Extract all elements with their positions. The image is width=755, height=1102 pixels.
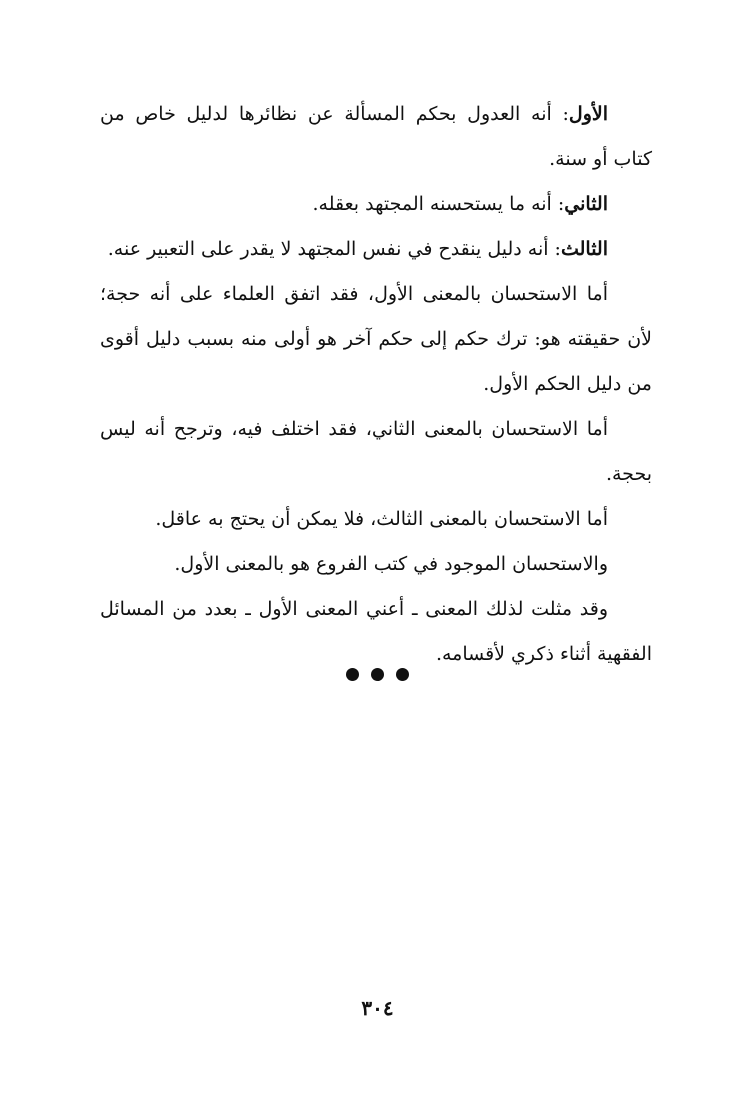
paragraph-text: أما الاستحسان بالمعنى الثاني، فقد اختلف فيه، وترجح أنه ليس بحجة.: [100, 418, 652, 485]
paragraph-third-meaning: [100, 227, 652, 272]
lead-term: الثاني: [564, 193, 608, 215]
paragraph-text: والاستحسان الموجود في كتب الفروع هو بالمعنى الأول.: [174, 553, 608, 575]
section-separator: [0, 666, 755, 685]
paragraph-text: : أنه ما يستحسنه المجتهد بعقله.: [312, 193, 565, 215]
paragraph-second-ruling: [100, 407, 652, 497]
lead-term: الأول: [568, 103, 608, 125]
separator-dot: [371, 668, 384, 681]
paragraph-second-meaning: [100, 182, 652, 227]
paragraph-first-ruling: [100, 272, 652, 407]
page-number: ٣٠٤: [361, 996, 394, 1020]
paragraph-text: : أنه دليل ينقدح في نفس المجتهد لا يقدر على التعبير عنه.: [107, 238, 561, 260]
document-body: [100, 92, 652, 677]
paragraph-first-meaning: [100, 92, 652, 182]
paragraph-third-ruling: [100, 497, 652, 542]
paragraph-text: أما الاستحسان بالمعنى الأول، فقد اتفق العلماء على أنه حجة؛ لأن حقيقته هو: ترك حكم إلى حكم آخر هو أولى منه بسبب دليل أقوى من دليل الحكم الأول.: [100, 283, 652, 395]
paragraph-branches: [100, 542, 652, 587]
paragraph-examples: [100, 587, 652, 677]
paragraph-text: وقد مثلت لذلك المعنى ـ أعني المعنى الأول ـ بعدد من المسائل الفقهية أثناء ذكري لأقسامه.: [100, 598, 652, 665]
paragraph-text: أما الاستحسان بالمعنى الثالث، فلا يمكن أن يحتج به عاقل.: [155, 508, 608, 530]
paragraph-text: : أنه العدول بحكم المسألة عن نظائرها لدليل خاص من كتاب أو سنة.: [100, 103, 652, 170]
separator-dot: [396, 668, 409, 681]
separator-dot: [346, 668, 359, 681]
lead-term: الثالث: [560, 238, 608, 260]
